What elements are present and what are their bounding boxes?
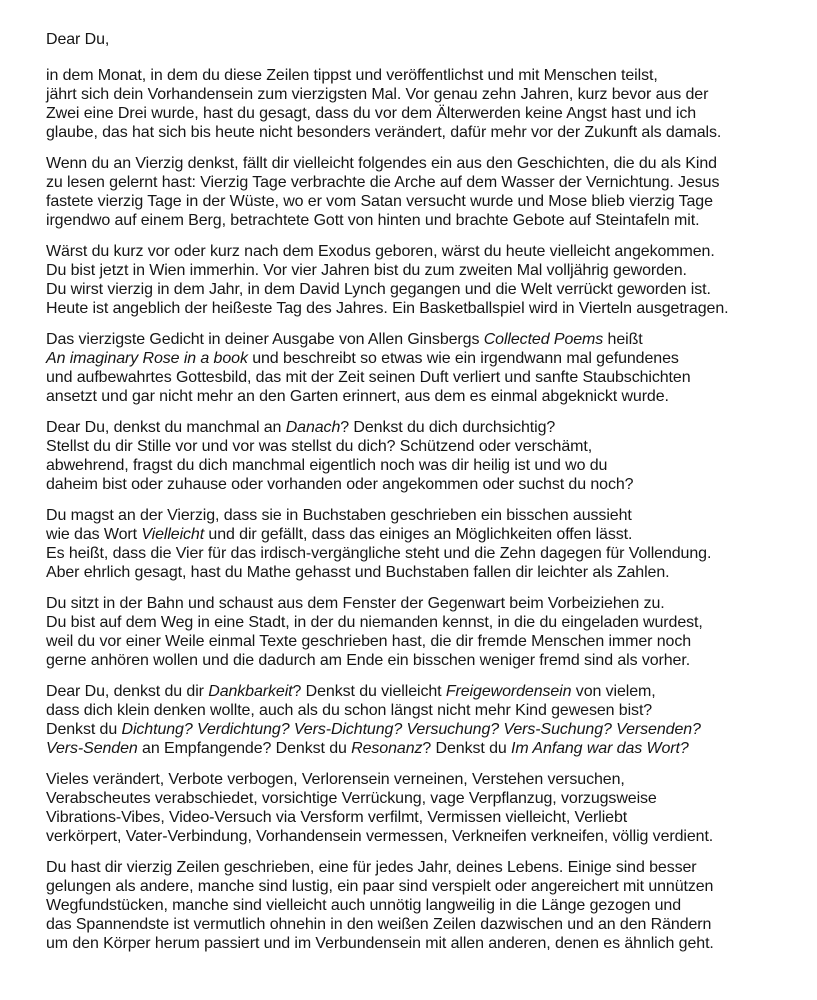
text-run: Heute ist angeblich der heißeste Tag des Jahres. Ein Basketballspiel wird in Vierteln ausgetragen.: [46, 300, 729, 317]
text-run-italic: Resonanz: [351, 740, 423, 757]
text-run: gerne anhören wollen und die dadurch am Ende ein bisschen weniger fremd sind als vorher.: [46, 652, 691, 669]
text-run-italic: Freigewordensein: [445, 683, 572, 700]
text-run: Verabscheutes verabschiedet, vorsichtige Verrückung, vage Verpflanzug, vorzugsweise: [46, 790, 657, 807]
text-run: ? Denkst du: [422, 740, 512, 757]
text-run: Dear Du, denkst du dir: [46, 683, 209, 700]
paragraph: [46, 66, 797, 142]
text-line: [46, 896, 797, 915]
text-line: [46, 525, 797, 544]
text-line: [46, 475, 797, 494]
text-run: Vieles verändert, Verbote verbogen, Verlorensein verneinen, Verstehen versuchen,: [46, 771, 625, 788]
text-line: [46, 280, 797, 299]
text-line: [46, 242, 797, 261]
text-run-italic: Collected Poems: [483, 331, 604, 348]
text-line: [46, 632, 797, 651]
text-run: Wegfundstücken, manche sind vielleicht auch unnötig langweilig in die Länge gezogen und: [46, 897, 682, 914]
text-run-italic: Vers-Senden: [46, 740, 138, 757]
text-run: heißt: [603, 331, 643, 348]
text-run: und dir gefällt, dass das einiges an Möglichkeiten offen lässt.: [204, 526, 633, 543]
text-run: und beschreibt so etwas wie ein irgendwann mal gefundenes: [247, 350, 679, 367]
text-run: fastete vierzig Tage in der Wüste, wo er vom Satan versucht wurde und Mose blieb vierzig Tage: [46, 193, 713, 210]
paragraph: [46, 682, 797, 758]
text-line: [46, 456, 797, 475]
text-line: [46, 85, 797, 104]
text-line: [46, 349, 797, 368]
text-run: Du hast dir vierzig Zeilen geschrieben, eine für jedes Jahr, deines Lebens. Einige sind besser: [46, 859, 697, 876]
text-run: Wenn du an Vierzig denkst, fällt dir vielleicht folgendes ein aus den Geschichten, die du als Kind: [46, 155, 717, 172]
text-line: [46, 261, 797, 280]
text-line: [46, 299, 797, 318]
text-line: [46, 154, 797, 173]
text-line: [46, 211, 797, 230]
text-run: weil du vor einer Weile einmal Texte geschrieben hast, die dir fremde Menschen immer noch: [46, 633, 692, 650]
paragraph: [46, 594, 797, 670]
paragraph: [46, 418, 797, 494]
text-line: [46, 192, 797, 211]
text-run: Das vierzigste Gedicht in deiner Ausgabe von Allen Ginsbergs: [46, 331, 484, 348]
text-run: um den Körper herum passiert und im Verbundensein mit allen anderen, denen es ähnlich geht.: [46, 935, 714, 952]
text-line: [46, 934, 797, 953]
text-run: abwehrend, fragst du dich manchmal eigentlich noch was dir heilig ist und wo du: [46, 457, 608, 474]
text-line: [46, 915, 797, 934]
text-run-italic: An imaginary Rose in a book: [46, 350, 248, 367]
text-run: und aufbewahrtes Gottesbild, das mit der Zeit seinen Duft verliert und sanfte Staubschichten: [46, 369, 691, 386]
text-line: [46, 506, 797, 525]
text-run: Du sitzt in der Bahn und schaust aus dem Fenster der Gegenwart beim Vorbeiziehen zu.: [46, 595, 665, 612]
text-line: [46, 827, 797, 846]
text-run: Du bist auf dem Weg in eine Stadt, in der du niemanden kennst, in die du eingeladen wurdest,: [46, 614, 703, 631]
text-run: von vielem,: [571, 683, 656, 700]
text-run: verkörpert, Vater-Verbindung, Vorhandensein vermessen, Verkneifen verkneifen, völlig verdient.: [46, 828, 714, 845]
text-run-italic: Danach: [285, 419, 341, 436]
text-run: das Spannendste ist vermutlich ohnehin in den weißen Zeilen dazwischen und an den Rändern: [46, 916, 712, 933]
text-run: jährt sich dein Vorhandensein zum vierzigsten Mal. Vor genau zehn Jahren, kurz bevor aus der: [46, 86, 709, 103]
text-run: irgendwo auf einem Berg, betrachtete Gott von hinten und brachte Gebote auf Steintafeln mit.: [46, 212, 700, 229]
text-run: Stellst du dir Stille vor und vor was stellst du dich? Schützend oder verschämt,: [46, 438, 593, 455]
text-run: Zwei eine Drei wurde, hast du gesagt, dass du vor dem Älterwerden keine Angst hast und ich: [46, 105, 697, 122]
paragraph: [46, 770, 797, 846]
text-run: daheim bist oder zuhause oder vorhanden oder angekommen oder suchst du noch?: [46, 476, 634, 493]
text-run: ? Denkst du dich durchsichtig?: [340, 419, 556, 436]
text-line: [46, 437, 797, 456]
text-run: in dem Monat, in dem du diese Zeilen tippst und veröffentlichst und mit Menschen teilst,: [46, 67, 658, 84]
text-run: wie das Wort: [46, 526, 142, 543]
text-line: [46, 682, 797, 701]
text-line: [46, 66, 797, 85]
text-line: [46, 877, 797, 896]
text-line: [46, 368, 797, 387]
text-line: [46, 594, 797, 613]
text-line: [46, 808, 797, 827]
text-run: Du wirst vierzig in dem Jahr, in dem David Lynch gegangen und die Welt verrückt geworden ist.: [46, 281, 711, 298]
text-run-italic: Vielleicht: [141, 526, 205, 543]
text-line: [46, 739, 797, 758]
text-line: [46, 613, 797, 632]
text-run: Es heißt, dass die Vier für das irdisch-vergängliche steht und die Zehn dagegen für Vollendung.: [46, 545, 712, 562]
text-run: dass dich klein denken wollte, auch als du schon längst nicht mehr Kind gewesen bist?: [46, 702, 653, 719]
text-run-italic: Dankbarkeit: [208, 683, 293, 700]
paragraph: [46, 154, 797, 230]
text-run: ? Denkst du vielleicht: [292, 683, 446, 700]
paragraph: [46, 858, 797, 953]
paragraph: [46, 330, 797, 406]
text-line: [46, 563, 797, 582]
text-line: [46, 330, 797, 349]
text-run: glaube, das hat sich bis heute nicht besonders verändert, dafür mehr vor der Zukunft als damals.: [46, 124, 722, 141]
text-run: Dear Du, denkst du manchmal an: [46, 419, 286, 436]
text-line: [46, 701, 797, 720]
text-run-italic: Dichtung? Verdichtung? Vers-Dichtung? Versuchung? Vers-Suchung? Versenden?: [121, 721, 701, 738]
paragraph: [46, 506, 797, 582]
text-run: gelungen als andere, manche sind lustig, ein paar sind verspielt oder angereichert mit unnützen: [46, 878, 714, 895]
text-line: [46, 858, 797, 877]
text-run: zu lesen gelernt hast: Vierzig Tage verbrachte die Arche auf dem Wasser der Vernichtung. Jesus: [46, 174, 720, 191]
text-run: Denkst du: [46, 721, 122, 738]
text-run: Aber ehrlich gesagt, hast du Mathe gehasst und Buchstaben fallen dir leichter als Zahlen.: [46, 564, 670, 581]
text-line: [46, 651, 797, 670]
text-line: [46, 720, 797, 739]
text-line: [46, 173, 797, 192]
salutation: Dear Du,: [46, 31, 110, 48]
text-run: Du bist jetzt in Wien immerhin. Vor vier Jahren bist du zum zweiten Mal volljährig geworden.: [46, 262, 687, 279]
text-run: an Empfangende? Denkst du: [137, 740, 352, 757]
text-line: [46, 789, 797, 808]
text-run: Vibrations-Vibes, Video-Versuch via Versform verfilmt, Vermissen vielleicht, Verliebt: [46, 809, 628, 826]
text-run-italic: Im Anfang war das Wort?: [511, 740, 689, 757]
paragraph: [46, 242, 797, 318]
text-line: [46, 123, 797, 142]
text-line: [46, 418, 797, 437]
letter-body: [46, 66, 797, 953]
text-run: Wärst du kurz vor oder kurz nach dem Exodus geboren, wärst du heute vielleicht angekommen.: [46, 243, 715, 260]
text-run: ansetzt und gar nicht mehr an den Garten erinnert, aus dem es einmal abgeknickt wurde.: [46, 388, 669, 405]
text-line: [46, 104, 797, 123]
text-line: [46, 770, 797, 789]
text-run: Du magst an der Vierzig, dass sie in Buchstaben geschrieben ein bisschen aussieht: [46, 507, 632, 524]
text-line: [46, 544, 797, 563]
text-line: [46, 387, 797, 406]
